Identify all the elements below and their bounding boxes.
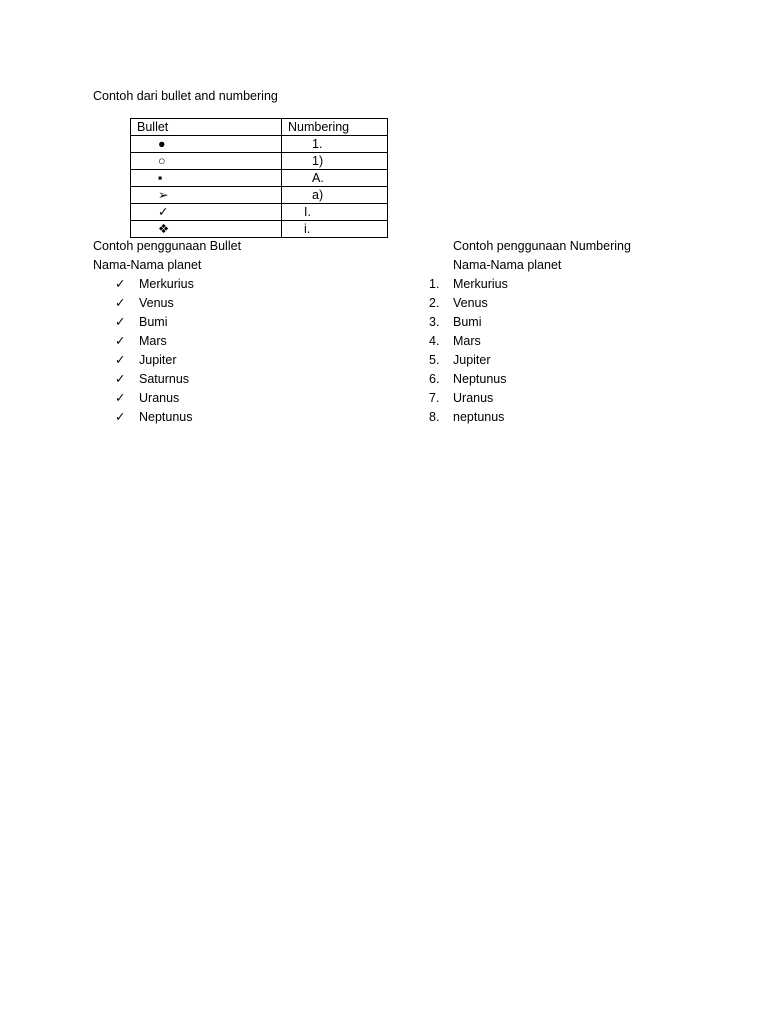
bullet-example-heading: Contoh penggunaan Bullet — [93, 239, 242, 253]
bullet-example-section — [93, 237, 241, 427]
list-number: 2. — [429, 296, 440, 310]
list-item — [93, 275, 241, 294]
list-item-label: Bumi — [453, 315, 482, 329]
document-title: Contoh dari bullet and numbering — [93, 89, 278, 103]
list-item — [429, 332, 631, 351]
list-number: 6. — [429, 372, 440, 386]
list-item — [429, 408, 631, 427]
table-row — [131, 170, 388, 187]
numbering-cell: a) — [282, 187, 388, 204]
list-number: 4. — [429, 334, 440, 348]
numbering-cell: I. — [282, 204, 388, 221]
header-numbering: Numbering — [282, 119, 388, 136]
bullet-hollow-circle-icon: ○ — [131, 153, 282, 170]
numbering-example-subheading: Nama-Nama planet — [453, 258, 562, 272]
bullet-planet-list — [93, 275, 241, 427]
checkmark-icon: ✓ — [115, 296, 126, 310]
list-item-label: Jupiter — [453, 353, 491, 367]
list-number: 8. — [429, 410, 440, 424]
checkmark-icon: ✓ — [115, 315, 126, 329]
bullet-example-subheading: Nama-Nama planet — [93, 258, 202, 272]
checkmark-icon: ✓ — [115, 334, 126, 348]
bullet-square-icon: ▪ — [131, 170, 282, 187]
numbering-example-heading: Contoh penggunaan Numbering — [453, 239, 631, 253]
checkmark-icon: ✓ — [115, 372, 126, 386]
list-item-label: neptunus — [453, 410, 505, 424]
checkmark-icon: ✓ — [115, 410, 126, 424]
list-item-label: Mars — [453, 334, 481, 348]
list-item — [93, 370, 241, 389]
numbering-cell: 1. — [282, 136, 388, 153]
list-item-label: Saturnus — [139, 372, 190, 386]
table-row — [131, 153, 388, 170]
list-item-label: Uranus — [453, 391, 494, 405]
list-item-label: Merkurius — [453, 277, 508, 291]
list-item — [429, 294, 631, 313]
header-bullet: Bullet — [131, 119, 282, 136]
list-item-label: Venus — [453, 296, 488, 310]
list-item — [429, 351, 631, 370]
list-number: 3. — [429, 315, 440, 329]
bullet-arrowhead-icon: ➢ — [131, 187, 282, 204]
list-item — [429, 389, 631, 408]
list-item — [429, 275, 631, 294]
bullet-diamond-icon: ❖ — [131, 221, 282, 238]
list-item-label: Venus — [139, 296, 174, 310]
bullet-numbering-table — [130, 118, 388, 238]
list-number: 7. — [429, 391, 440, 405]
list-item — [429, 313, 631, 332]
table-row — [131, 136, 388, 153]
table-row — [131, 221, 388, 238]
bullet-checkmark-icon: ✓ — [131, 204, 282, 221]
list-item-label: Uranus — [139, 391, 180, 405]
numbering-cell: i. — [282, 221, 388, 238]
numbered-planet-list — [429, 275, 631, 427]
checkmark-icon: ✓ — [115, 391, 126, 405]
list-item — [93, 313, 241, 332]
list-item — [93, 351, 241, 370]
numbering-example-section — [429, 237, 631, 427]
list-item — [93, 332, 241, 351]
list-item — [429, 370, 631, 389]
table-header-row — [131, 119, 388, 136]
list-item-label: Merkurius — [139, 277, 194, 291]
checkmark-icon: ✓ — [115, 277, 126, 291]
list-item — [93, 408, 241, 427]
list-number: 1. — [429, 277, 440, 291]
checkmark-icon: ✓ — [115, 353, 126, 367]
list-item-label: Bumi — [139, 315, 168, 329]
list-item-label: Neptunus — [453, 372, 507, 386]
list-item-label: Jupiter — [139, 353, 177, 367]
list-number: 5. — [429, 353, 440, 367]
bullet-filled-circle-icon: ● — [131, 136, 282, 153]
numbering-cell: 1) — [282, 153, 388, 170]
table-row — [131, 204, 388, 221]
list-item — [93, 294, 241, 313]
list-item — [93, 389, 241, 408]
list-item-label: Mars — [139, 334, 167, 348]
numbering-cell: A. — [282, 170, 388, 187]
table-row — [131, 187, 388, 204]
list-item-label: Neptunus — [139, 410, 193, 424]
